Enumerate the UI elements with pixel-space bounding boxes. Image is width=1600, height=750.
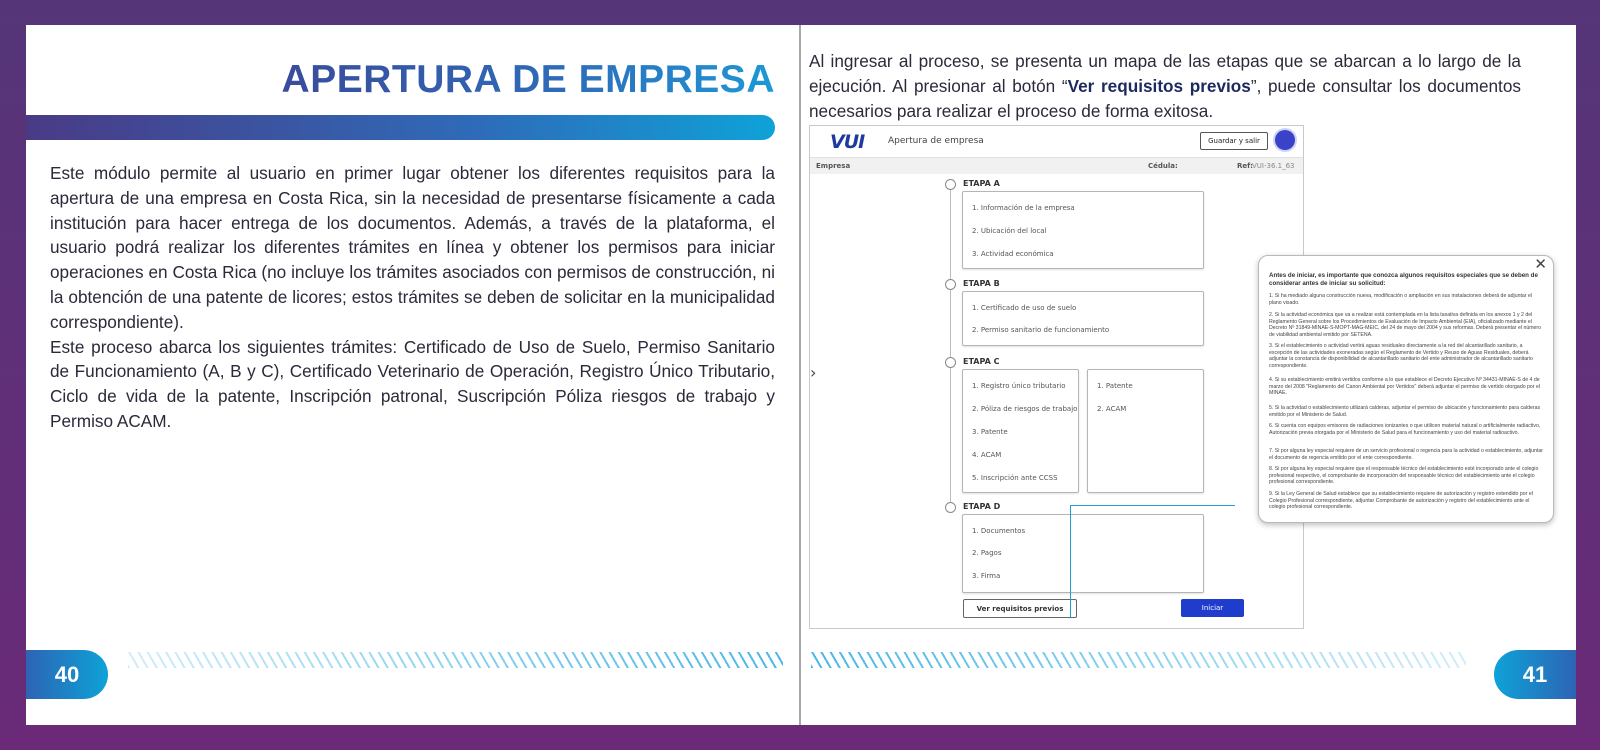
page-number-right: 41	[1494, 650, 1576, 699]
stage-d-marker	[945, 502, 956, 513]
stage-connector	[950, 188, 951, 288]
intro-text-end: ”, puede consultar los documentos necesarios para realizar el proceso de forma exitosa.	[809, 75, 1521, 121]
intro-text-start: Al ingresar al proceso, se presenta un mapa de las etapas que se abarcan a lo largo de la ejecución. Al presionar al botón “	[809, 51, 1521, 96]
popup-requirement-item: 2. Si la actividad económica que va a realizar está contemplada en la lista taxativa definida en los anexos 1 y 2 del Reglamento General sobre los Procedimientos de Evaluación de Impacto Ambiental (EIA), oficializado mediante el Decreto Nº 31849-MINAE-S-MOPT-MAG-MEIC, del 24 de mayo del 2004 y sus reformas. Deberá presentar el número de viabilidad ambiental emitido por SETENA.	[1269, 312, 1542, 338]
popup-requirement-item: 7. Si por alguna ley especial requiere de un servicio profesional o regencia para la actividad o establecimiento, adjuntar el documento de regencia emitido por el ente correspondiente.	[1269, 448, 1543, 461]
callout-line-vertical	[1070, 505, 1071, 618]
app-header-title: Apertura de empresa	[888, 136, 984, 146]
stage-c-label: ETAPA C	[963, 357, 1000, 366]
info-ref-label: Ref:	[1237, 162, 1253, 170]
popup-requirement-item: 9. Si la Ley General de Salud establece que su establecimiento requiere de autorización y registro extendido por el Colegio Profesional correspondiente, adjuntar Comprobante de autorización y registro del establecimiento ante el colegio profesional correspondiente.	[1269, 491, 1533, 510]
paragraph-procedures-list: Este proceso abarca los siguientes trámites: Certificado de Uso de Suelo, Permiso Sanitario de Funcionamiento (A, B y C), Certificado Veterinario de Operación, Registro Único Tributario, Ciclo de vida de la patente, Inscripción patronal, Suscripción Póliza riesgos de trabajo y Permiso ACAM.	[50, 336, 775, 431]
chevron-right-icon[interactable]: ›	[810, 363, 817, 382]
avatar-icon[interactable]	[1275, 130, 1295, 150]
popup-requirement-item: 5. Si la actividad o establecimiento utilizará calderas, adjuntar el permiso de ubicación y funcionamiento para calderas emitido por el Ministerio de Salud.	[1269, 405, 1541, 418]
book-spread	[26, 25, 1576, 725]
left-body-text	[50, 161, 775, 434]
popup-requirement-item: 1. Si ha mediado alguna construcción nueva, modificación o ampliación en sus instalaciones deberá de adjuntar el plano visado.	[1269, 293, 1532, 306]
app-header	[810, 126, 1303, 158]
info-cedula: Cédula:	[1148, 162, 1178, 170]
callout-line-horizontal	[1070, 505, 1235, 506]
popup-requirement-item: 6. Si cuenta con equipos emisores de radiaciones ionizantes o que utilicen material natural o artificialmente radiactivo, Autorización previa otorgada por el Ministerio de Salud para el funcionamiento y uso del material radioactivo.	[1269, 423, 1541, 436]
stage-b-item[interactable]: 2. Permiso sanitario de funcionamiento	[972, 326, 1110, 334]
info-ref-value: VUI-36.1_63	[1252, 162, 1295, 170]
popup-heading: Antes de iniciar, es importante que conozca algunos requisitos especiales que se deben de considerar antes de iniciar su solicitud:	[1269, 272, 1538, 287]
popup-requirement-item: 3. Si el establecimiento o actividad vertirá aguas residuales directamente a la red del alcantarillado sanitario, a excepción de las actividades exoneradas según el Reglamento de Vertido y Reuso de Aguas Residuales, deberá adjuntar la constancia de disponibilidad de alcantarillado sanitario del ente administrador de alcantarillado sanitario correspondiente.	[1269, 343, 1533, 369]
stage-d-label: ETAPA D	[963, 502, 1001, 511]
stage-c-marker	[945, 357, 956, 368]
stage-a-box	[962, 191, 1204, 269]
stage-c-item[interactable]: 4. ACAM	[972, 451, 1002, 459]
stage-connector	[950, 366, 951, 512]
start-button[interactable]: Iniciar	[1181, 599, 1244, 617]
vui-logo: VUI	[830, 131, 865, 153]
stage-a-item[interactable]: 3. Actividad económica	[972, 250, 1054, 258]
paragraph-module-description: Este módulo permite al usuario en primer lugar obtener los diferentes requisitos para la apertura de una empresa en Costa Rica, sin la necesidad de presentarse físicamente a cada institución para hacer entrega de los documentos. Además, a través de la plataforma, el usuario podrá realizar los diferentes trámites en línea y obtener los permisos para iniciar operaciones en Costa Rica (no incluye los trámites asociados con permisos de construcción, ni la obtención de una patente de licores; estos trámites se deben de solicitar en la municipalidad correspondiente).	[50, 163, 775, 332]
save-exit-button[interactable]: Guardar y salir	[1200, 132, 1268, 150]
stage-b-label: ETAPA B	[963, 279, 1000, 288]
stage-a-item[interactable]: 2. Ubicación del local	[972, 227, 1047, 235]
stage-c-item[interactable]: 1. Patente	[1097, 382, 1133, 390]
stage-c-item[interactable]: 3. Patente	[972, 428, 1008, 436]
stage-b-box	[962, 291, 1204, 346]
decorative-hatch-right	[811, 652, 1466, 668]
stage-d-item[interactable]: 1. Documentos	[972, 527, 1026, 535]
decorative-hatch-left	[128, 652, 783, 668]
stage-a-marker	[945, 179, 956, 190]
stage-connector	[950, 289, 951, 365]
stage-c-box-left	[962, 369, 1079, 493]
app-screenshot	[809, 125, 1304, 629]
close-icon[interactable]: ✕	[1534, 256, 1547, 273]
page-number-left: 40	[26, 650, 108, 699]
right-page	[801, 25, 1576, 725]
stage-a-item[interactable]: 1. Información de la empresa	[972, 204, 1075, 212]
stage-b-item[interactable]: 1. Certificado de uso de suelo	[972, 304, 1077, 312]
view-requirements-button[interactable]: Ver requisitos previos	[963, 599, 1077, 618]
stage-c-box-right	[1087, 369, 1204, 493]
info-row	[810, 158, 1303, 174]
stage-c-item[interactable]: 5. Inscripción ante CCSS	[972, 474, 1058, 482]
popup-requirement-item: 4. Si su establecimiento emitirá vertidos conforme a lo que establece el Decreto Ejecutivo Nº 34431-MINAE-S de 4 de marzo del 2008 "Reglamento del Canon Ambiental por Vertidos" deberá adjuntar el permiso de vertido otorgado por el MINAE.	[1269, 377, 1541, 396]
stage-c-item[interactable]: 2. Póliza de riesgos de trabajo	[972, 405, 1078, 413]
page-title: APERTURA DE EMPRESA	[281, 58, 775, 101]
stage-c-item[interactable]: 1. Registro único tributario	[972, 382, 1066, 390]
stage-c-item[interactable]: 2. ACAM	[1097, 405, 1127, 413]
stage-d-box	[962, 514, 1204, 593]
info-empresa: Empresa	[816, 162, 851, 170]
right-intro-text	[809, 49, 1521, 123]
stage-b-marker	[945, 279, 956, 290]
stage-d-item[interactable]: 3. Firma	[972, 572, 1001, 580]
intro-text-button-name: Ver requisitos previos	[1067, 75, 1251, 96]
stage-d-item[interactable]: 2. Pagos	[972, 549, 1002, 557]
stage-a-label: ETAPA A	[963, 179, 1000, 188]
left-page	[26, 25, 799, 725]
title-underline-bar	[26, 115, 775, 140]
popup-requirement-item: 8. Si por alguna ley especial requiere que el responsable técnico del establecimiento esté incorporado ante el colegio profesional respectivo, el comprobante de incorporación del responsable técnico del establecimiento ante el colegio profesional correspondiente.	[1269, 466, 1539, 485]
requirements-popup	[1258, 255, 1554, 523]
